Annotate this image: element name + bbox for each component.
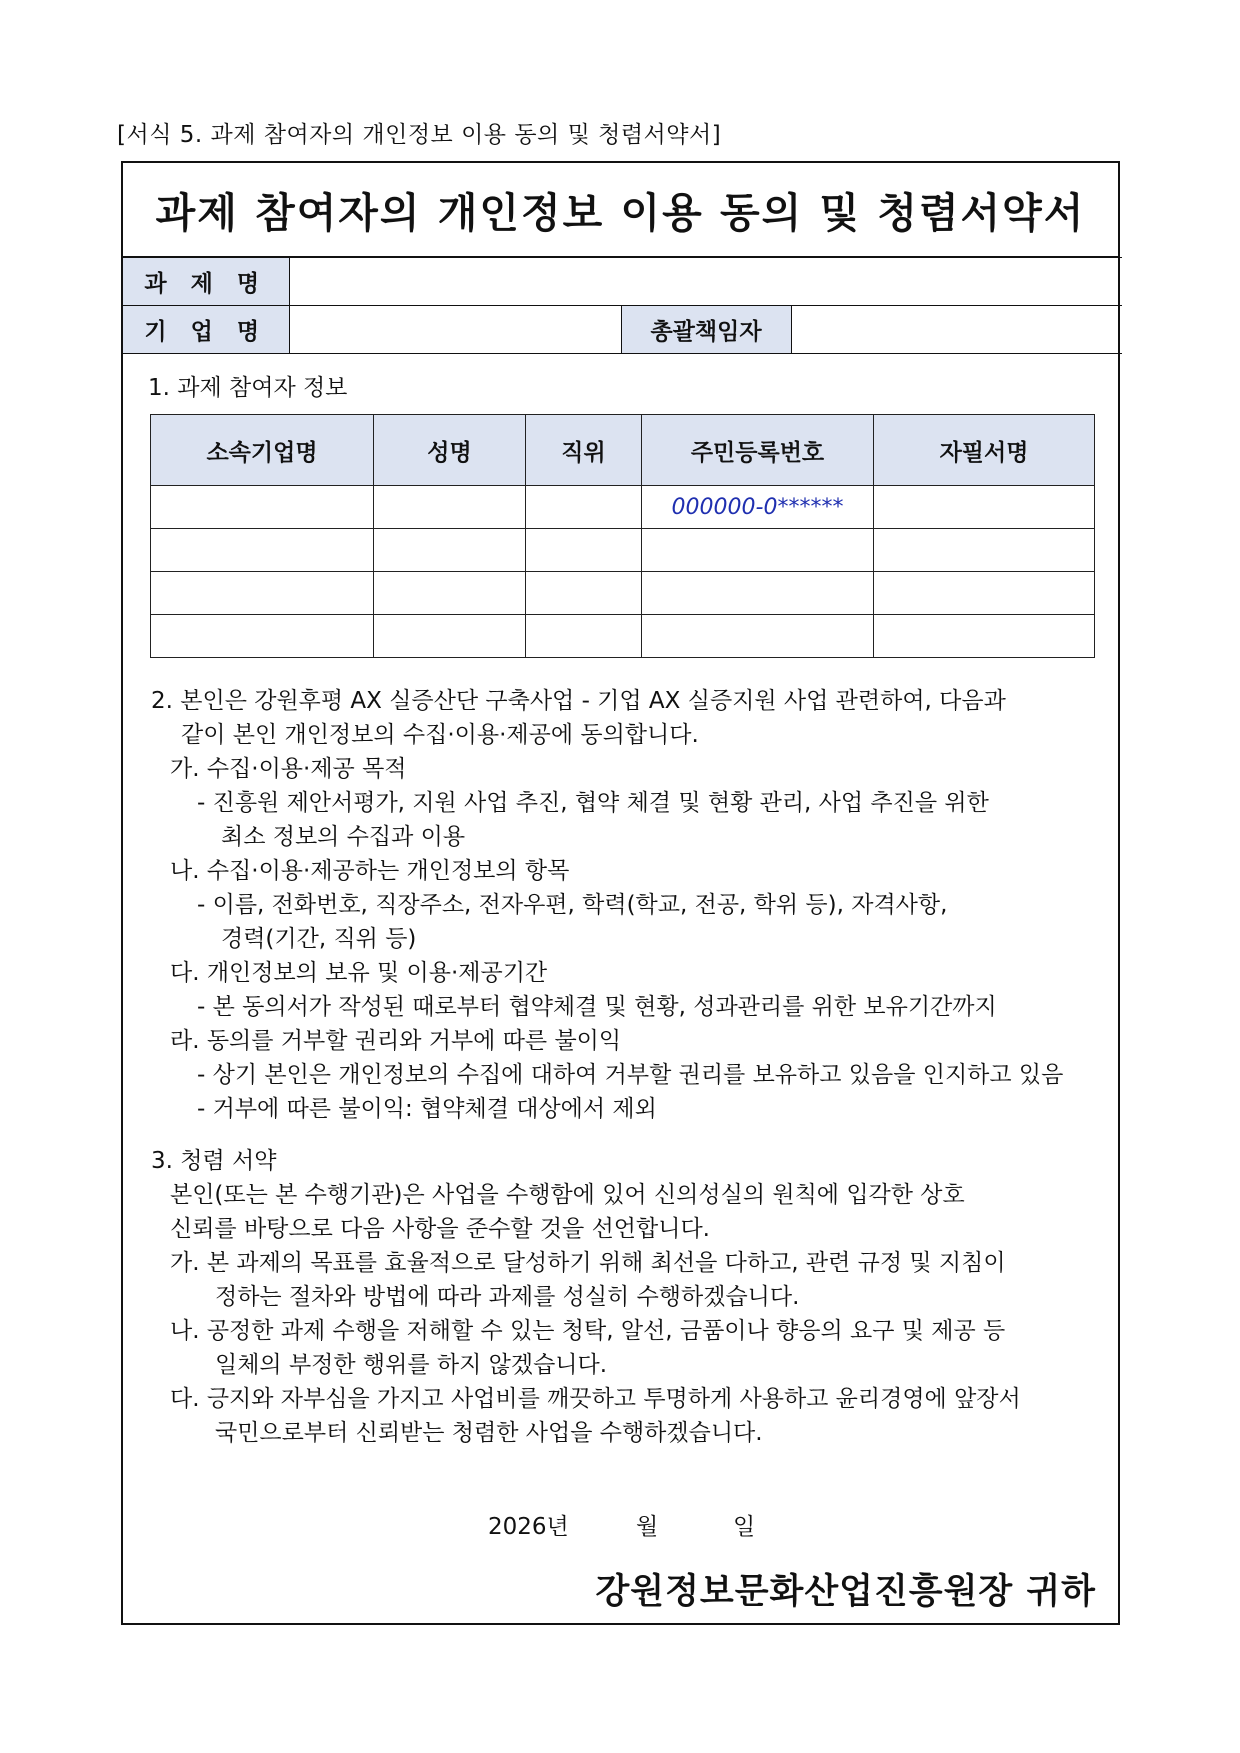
- purpose-item: - 진흥원 제안서평가, 지원 사업 추진, 협약 체결 및 현황 관리, 사업 추진을 위한: [197, 790, 989, 816]
- document-title: 과제 참여자의 개인정보 이용 동의 및 청렴서약서: [123, 163, 1118, 257]
- column-header: 성명: [374, 415, 526, 486]
- column-header: 주민등록번호: [642, 415, 874, 486]
- items-item: - 이름, 전화번호, 직장주소, 전자우편, 학력(학교, 전공, 학위 등), 자격사항,: [197, 892, 948, 918]
- section2-intro: 2. 본인은 강원후평 AX 실증산단 구축사업 - 기업 AX 실증지원 사업 관련하여, 다음과: [151, 688, 1006, 714]
- manager-field[interactable]: [791, 306, 1122, 354]
- name-cell[interactable]: [374, 615, 526, 658]
- resident-number-cell[interactable]: 000000-0******: [642, 486, 874, 529]
- pledge-item-na-cont: 일체의 부정한 행위를 하지 않겠습니다.: [215, 1352, 608, 1378]
- column-header: 소속기업명: [151, 415, 374, 486]
- project-meta-table: [123, 257, 1122, 354]
- position-cell[interactable]: [526, 572, 642, 615]
- retention-item: - 본 동의서가 작성된 때로부터 협약체결 및 현황, 성과관리를 위한 보유기간까지: [197, 994, 997, 1020]
- name-cell[interactable]: [374, 486, 526, 529]
- table-row: [151, 572, 1095, 615]
- pledge-intro-cont: 신뢰를 바탕으로 다음 사항을 준수할 것을 선언합니다.: [170, 1216, 710, 1242]
- pledge-item-na: 나. 공정한 과제 수행을 저해할 수 있는 청탁, 알선, 금품이나 향응의 요구 및 제공 등: [170, 1318, 1006, 1344]
- section2-intro-cont: 같이 본인 개인정보의 수집·이용·제공에 동의합니다.: [181, 722, 699, 748]
- pledge-intro: 본인(또는 본 수행기관)은 사업을 수행함에 있어 신의성실의 원칙에 입각한 상호: [170, 1182, 965, 1208]
- refusal-item: - 거부에 따른 불이익: 협약체결 대상에서 제외: [197, 1096, 657, 1122]
- company-name-label: 기 업 명: [123, 306, 289, 354]
- company-cell[interactable]: [151, 615, 374, 658]
- retention-heading: 다. 개인정보의 보유 및 이용·제공기간: [170, 960, 548, 986]
- position-cell[interactable]: [526, 529, 642, 572]
- signature-cell[interactable]: [874, 486, 1095, 529]
- participant-header-row: [151, 415, 1095, 486]
- section1-heading: 1. 과제 참여자 정보: [148, 375, 348, 401]
- form-frame: [121, 161, 1120, 1625]
- participant-table: [150, 414, 1095, 658]
- signature-cell[interactable]: [874, 572, 1095, 615]
- purpose-heading: 가. 수집·이용·제공 목적: [170, 756, 407, 782]
- name-cell[interactable]: [374, 529, 526, 572]
- position-cell[interactable]: [526, 615, 642, 658]
- company-cell[interactable]: [151, 486, 374, 529]
- pledge-item-ga: 가. 본 과제의 목표를 효율적으로 달성하기 위해 최선을 다하고, 관련 규정 및 지침이: [170, 1250, 1006, 1276]
- signature-cell[interactable]: [874, 529, 1095, 572]
- resident-number-cell[interactable]: [642, 615, 874, 658]
- items-heading: 나. 수집·이용·제공하는 개인정보의 항목: [170, 858, 570, 884]
- pledge-item-ga-cont: 정하는 절차와 방법에 따라 과제를 성실히 수행하겠습니다.: [215, 1284, 800, 1310]
- manager-label: 총괄책임자: [621, 306, 791, 354]
- purpose-item-cont: 최소 정보의 수집과 이용: [221, 824, 466, 850]
- company-name-field[interactable]: [289, 306, 621, 354]
- section3-heading: 3. 청렴 서약: [151, 1148, 277, 1174]
- date-month: 월: [636, 1514, 659, 1540]
- resident-number-cell[interactable]: [642, 529, 874, 572]
- company-row: [123, 306, 1122, 354]
- table-row: [151, 486, 1095, 529]
- project-name-field[interactable]: [289, 258, 1122, 306]
- table-row: [151, 615, 1095, 658]
- company-cell[interactable]: [151, 529, 374, 572]
- position-cell[interactable]: [526, 486, 642, 529]
- project-row: [123, 258, 1122, 306]
- form-label: [서식 5. 과제 참여자의 개인정보 이용 동의 및 청렴서약서]: [117, 122, 722, 148]
- date-day: 일: [733, 1514, 756, 1540]
- consent-and-pledge-text: [151, 684, 1101, 1450]
- project-name-label: 과 제 명: [123, 258, 289, 306]
- items-item-cont: 경력(기간, 직위 등): [221, 926, 417, 952]
- column-header: 자필서명: [874, 415, 1095, 486]
- signature-cell[interactable]: [874, 615, 1095, 658]
- name-cell[interactable]: [374, 572, 526, 615]
- table-row: [151, 529, 1095, 572]
- date-year: 2026년: [488, 1514, 569, 1540]
- pledge-item-da: 다. 긍지와 자부심을 가지고 사업비를 깨끗하고 투명하게 사용하고 윤리경영에 앞장서: [170, 1386, 1021, 1412]
- company-cell[interactable]: [151, 572, 374, 615]
- refusal-item: - 상기 본인은 개인정보의 수집에 대하여 거부할 권리를 보유하고 있음을 인지하고 있음: [197, 1062, 1064, 1088]
- resident-number-cell[interactable]: [642, 572, 874, 615]
- recipient: 강원정보문화산업진흥원장 귀하: [595, 1572, 1096, 1612]
- refusal-heading: 라. 동의를 거부할 권리와 거부에 따른 불이익: [170, 1028, 622, 1054]
- pledge-item-da-cont: 국민으로부터 신뢰받는 청렴한 사업을 수행하겠습니다.: [215, 1420, 763, 1446]
- column-header: 직위: [526, 415, 642, 486]
